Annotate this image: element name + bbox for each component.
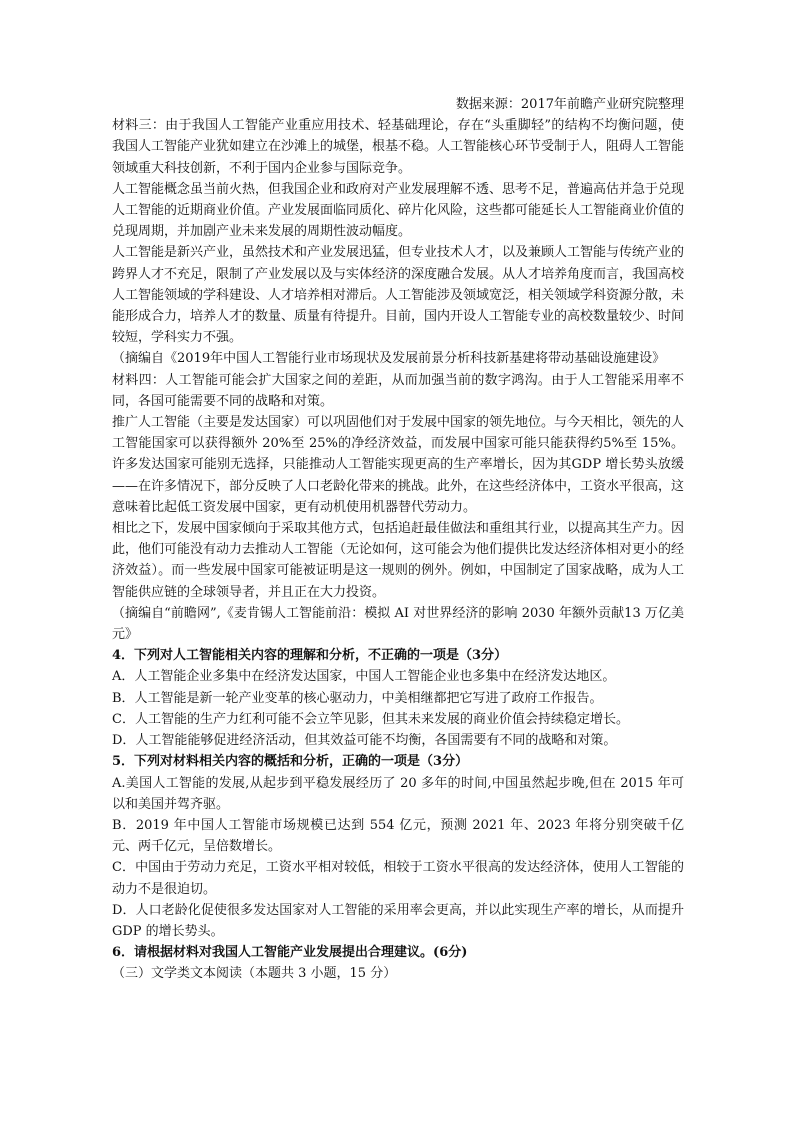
question-5-option-b: B．2019 年中国人工智能市场规模已达到 554 亿元，预测 2021 年、2023 年将分别突破千亿元、两千亿元，呈倍数增长。	[112, 817, 684, 855]
material4-citation: （摘编自“前瞻网”,《麦肯锡人工智能前沿：模拟 AI 对世界经济的影响 2030 年额外贡献13 万亿美元》	[112, 605, 684, 643]
material4-paragraph: 材料四：人工智能可能会扩大国家之间的差距，从而加强当前的数字鸿沟。由于人工智能采用率不同，各国可能需要不同的战略和对策。	[112, 372, 684, 409]
question-5-stem: 5．下列对材料相关内容的概括和分析，正确的一项是（3分）	[112, 754, 469, 770]
material3-citation: （摘编自《2019年中国人工智能行业市场现状及发展前景分析科技新基建将带动基础设施建设》	[112, 351, 666, 367]
question-4-option-c: C．人工智能的生产力红利可能不会立竿见影，但其未来发展的商业价值会持续稳定增长。	[112, 711, 629, 727]
material3-paragraph: 人工智能概念虽当前火热，但我国企业和政府对产业发展理解不透、思考不足，普遍高估并急于兑现人工智能的近期商业价值。产业发展面临同质化、碎片化风险，这些都可能延长人工智能商业价值的兑现周期，并加剧产业未来发展的周期性波动幅度。	[112, 181, 685, 240]
question-4-option-d: D．人工智能能够促进经济活动，但其效益可能不均衡，各国需要有不同的战略和对策。	[112, 733, 617, 749]
question-4-stem: 4．下列对人工智能相关内容的理解和分析，不正确的一项是（3分）	[112, 648, 508, 664]
question-4-option-b: B．人工智能是新一轮产业变革的核心驱动力，中美相继都把它写进了政府工作报告。	[112, 690, 603, 706]
question-4-option-a: A．人工智能企业多集中在经济发达国家，中国人工智能企业也多集中在经济发达地区。	[112, 669, 616, 685]
material4-paragraph: 相比之下，发展中国家倾向于采取其他方式，包括追赶最佳做法和重组其行业，以提高其生产力。因此，他们可能没有动力去推动人工智能（无论如何，这可能会为他们提供比发达经济体相对更小的经济效益）。而一些发展中国家可能被证明是这一规则的例外。例如，中国制定了国家战略，成为人工智能供应链的全球领导者，并且正在大力投资。	[112, 521, 685, 600]
question-5-option-c: C．中国由于劳动力充足，工资水平相对较低，相较于工资水平很高的发达经济体，使用人工智能的动力不是很迫切。	[112, 860, 684, 897]
section-3-title: （三）文学类文本阅读（本题共 3 小题，15 分）	[112, 966, 397, 982]
material3-paragraph: 材料三：由于我国人工智能产业重应用技术、轻基础理论，存在“头重脚轻”的结构不均衡问题，使我国人工智能产业犹如建立在沙滩上的城堡，根基不稳。人工智能核心环节受制于人，阻碍人工智能领域重大科技创新，不利于国内企业参与国际竞争。	[112, 118, 685, 176]
question-5-option-a: A.美国人工智能的发展,从起步到平稳发展经历了 20 多年的时间,中国虽然起步晚,但在 2015 年可以和美国并驾齐驱。	[112, 775, 684, 812]
material4-paragraph: 推广人工智能（主要是发达国家）可以巩固他们对于发展中国家的领先地位。与今天相比，领先的人工智能国家可以获得额外 20%至 25%的净经济效益，而发展中国家可能只能获得约5%至 15%。许多发达国家可能别无选择，只能推动人工智能实现更高的生产率增长，因为其GDP 增长势头放缓——在许多情况下，部分反映了人口老龄化带来的挑战。此外，在这些经济体中，工资水平很高，这意味着比起低工资发展中国家，更有动机使用机器替代劳动力。	[112, 415, 685, 515]
question-5-option-d: D．人口老龄化促使很多发达国家对人工智能的采用率会更高，并以此实现生产率的增长，从而提升 GDP 的增长势头。	[112, 902, 684, 939]
question-6-stem: 6．请根据材料对我国人工智能产业发展提出合理建议。(6分)	[112, 945, 468, 961]
document-page	[112, 94, 684, 985]
material3-paragraph: 人工智能是新兴产业，虽然技术和产业发展迅猛，但专业技术人才，以及兼顾人工智能与传统产业的跨界人才不充足，限制了产业发展以及与实体经济的深度融合发展。从人才培养角度而言，我国高校人工智能领域的学科建设、人才培养相对滞后。人工智能涉及领域宽泛，相关领域学科资源分散，未能形成合力，培养人才的数量、质量有待提升。目前，国内开设人工智能专业的高校数量较少、时间较短，学科实力不强。	[112, 245, 685, 346]
data-source-line: 数据来源：2017年前瞻产业研究院整理	[455, 97, 684, 112]
